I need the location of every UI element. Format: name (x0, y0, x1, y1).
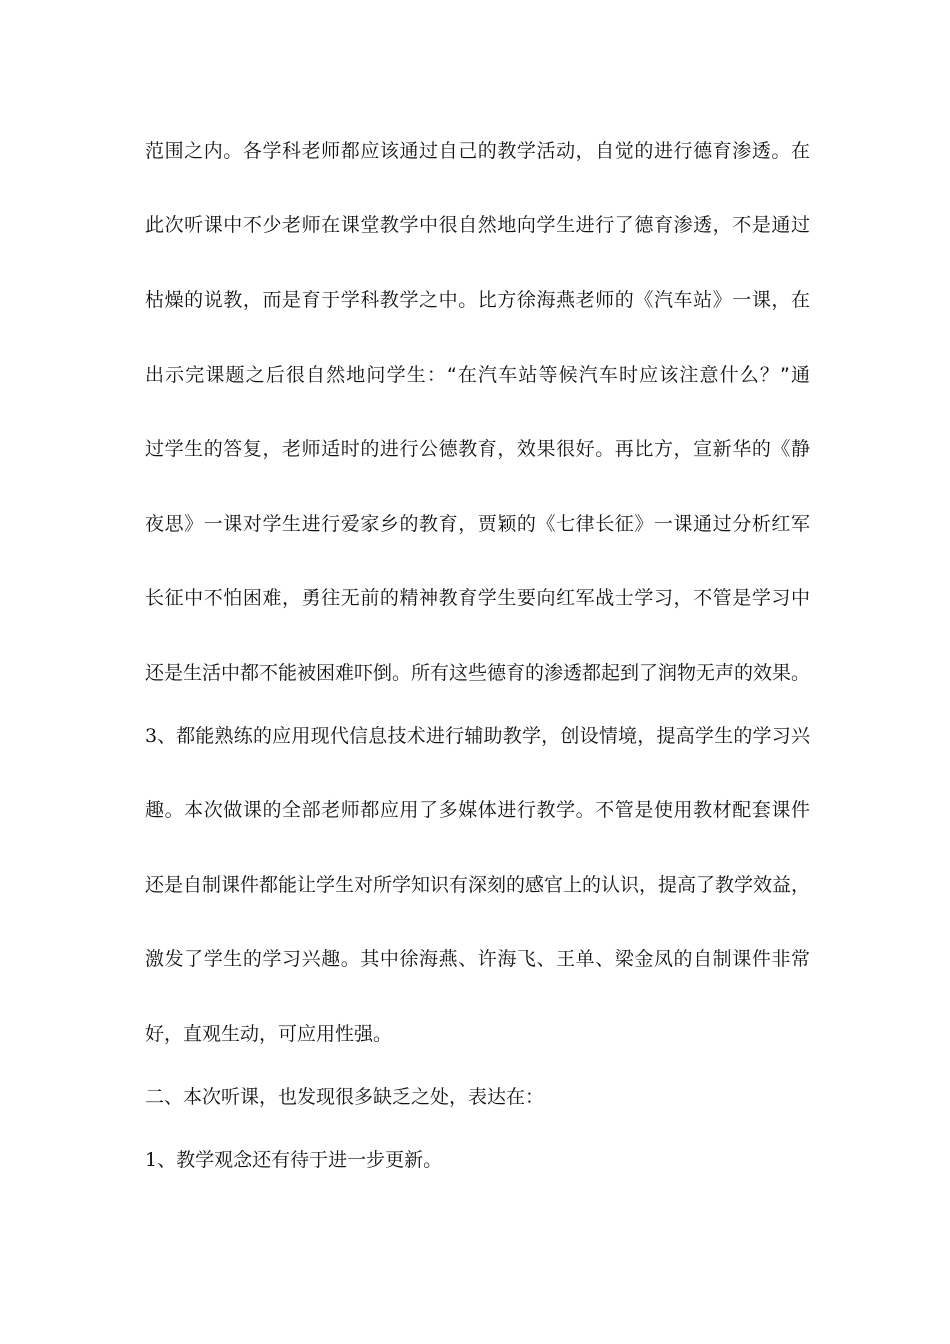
item-number: 1、 (145, 1149, 177, 1171)
paragraph-line-4: 出示完课题之后很自然地问学生：“在汽车站等候汽车时应该注意什么？”通 (145, 364, 810, 386)
paragraph-line-13: 好，直观生动，可应用性强。 (145, 1023, 393, 1045)
paragraph-line-6: 夜思》一课对学生进行爱家乡的教育，贾颖的《七律长征》一课通过分析红军 (145, 513, 810, 535)
item-text: 教学观念还有待于进一步更新。 (176, 1149, 443, 1171)
item-text: 都能熟练的应用现代信息技术进行辅助教学，创设情境，提高学生的学习兴 (176, 725, 810, 747)
paragraph-line-1: 范围之内。各学科老师都应该通过自己的教学活动，自觉的进行德育渗透。在 (145, 140, 810, 162)
section-heading: 二、本次听课，也发现很多缺乏之处，表达在： (145, 1086, 545, 1108)
paragraph-line-7: 长征中不怕困难，勇往无前的精神教育学生要向红军战士学习，不管是学习中 (145, 587, 810, 609)
item-number: 3、 (145, 725, 177, 747)
numbered-item-1 (145, 1148, 810, 1172)
paragraph-line-10: 趣。本次做课的全部老师都应用了多媒体进行教学。不管是使用教材配套课件 (145, 799, 810, 821)
numbered-item-3 (145, 724, 810, 748)
paragraph-line-11: 还是自制课件都能让学生对所学知识有深刻的感官上的认识，提高了教学效益， (145, 874, 810, 896)
paragraph-line-12: 激发了学生的学习兴趣。其中徐海燕、许海飞、王单、梁金凤的自制课件非常 (145, 948, 810, 970)
paragraph-line-5: 过学生的答复，老师适时的进行公德教育，效果很好。再比方，宣新华的《静 (145, 438, 810, 460)
paragraph-line-3: 枯燥的说教，而是育于学科教学之中。比方徐海燕老师的《汽车站》一课，在 (145, 289, 810, 311)
paragraph-line-2: 此次听课中不少老师在课堂教学中很自然地向学生进行了德育渗透，不是通过 (145, 214, 810, 236)
paragraph-line-8: 还是生活中都不能被困难吓倒。所有这些德育的渗透都起到了润物无声的效果。 (145, 662, 810, 684)
